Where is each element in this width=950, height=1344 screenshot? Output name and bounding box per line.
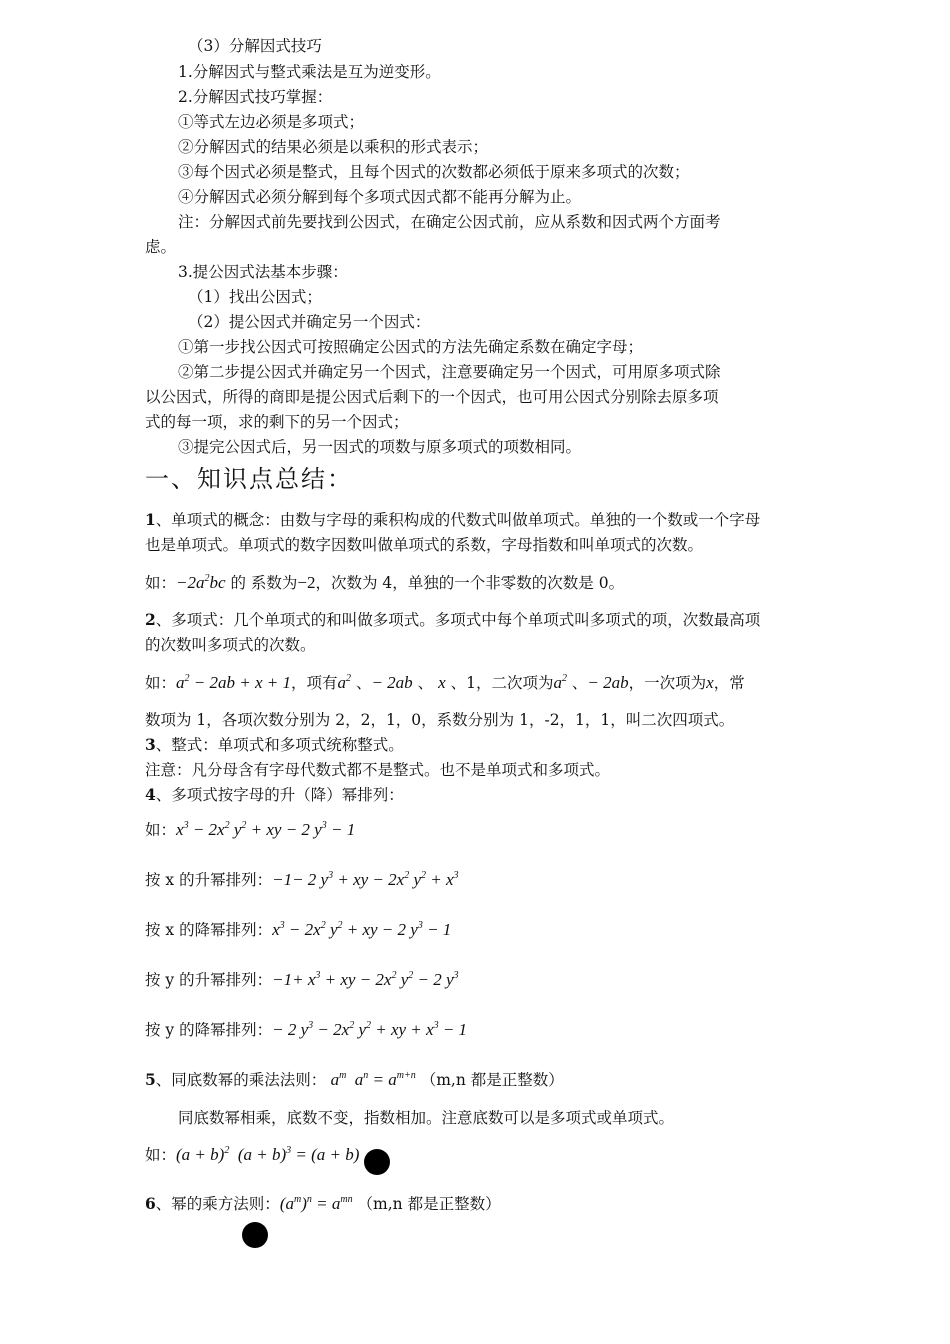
k4-example-prefix: 如： [145, 821, 177, 839]
k2-quadratic-2ab: − 2ab [587, 673, 629, 692]
k5-condition: （m,n 都是正整数） [420, 1071, 564, 1089]
section-title: 一、知识点总结： [145, 465, 353, 493]
k3-number: 3 [145, 735, 156, 754]
k4-example [145, 820, 355, 840]
k4-x-ascending [145, 870, 459, 890]
k4-line [145, 785, 404, 805]
k2-term-1: 1 [466, 674, 476, 692]
k4-y-descending-expression: − 2 $y^3 - 2x^2$ $y^2$ + xy + $x^3 - 1$ [272, 1020, 468, 1039]
k6-line [145, 1194, 501, 1214]
k6-text: 、幂的乘方法则： [155, 1195, 280, 1213]
step-2-3: ③提完公因式后，另一因式的项数与原多项式的项数相同。 [178, 438, 582, 456]
k3-line [145, 735, 404, 755]
k5-example-prefix: 如： [145, 1146, 177, 1164]
k1-line-b: 也是单项式。单项式的数字因数叫做单项式的系数，字母指数和叫单项式的次数。 [145, 536, 704, 554]
k6-condition: （m,n 都是正整数） [357, 1195, 501, 1213]
k4-x-descending-label: 按 x 的降幂排列： [145, 921, 273, 939]
k4-y-ascending-expression: $-1+ x^3$ + xy − $2x^2$ $y^2 - 2$ $y^3$ [272, 970, 459, 989]
note-line-a: 注：分解因式前先要找到公因式，在确定公因式前，应从系数和因式两个方面考 [178, 213, 721, 231]
k3-note: 注意：凡分母含有字母代数式都不是整式。也不是单项式和多项式。 [145, 761, 611, 779]
k1-number: 1 [145, 510, 156, 529]
k4-y-ascending [145, 970, 459, 990]
k5-formula: $a^m$ $a^n = a^{m+n}$ [326, 1070, 416, 1089]
k2-line-a [145, 610, 760, 630]
k1-example [145, 573, 624, 593]
k2-term-2ab: − 2ab [371, 673, 413, 692]
k1-example-coefficient: −2 [297, 573, 316, 592]
k5-example-expression: $(a + b)^2$ $(a + b)^3 = (a + b)$ [176, 1145, 360, 1164]
k2-term-a2: $a^2$ [337, 673, 351, 692]
step-2-2-line-b: 以公因式，所得的商即是提公因式后剩下的一个因式，也可用公因式分别除去原多项 [145, 388, 719, 406]
k2-number: 2 [145, 610, 156, 629]
k5-number: 5 [145, 1070, 156, 1089]
ink-blot-2 [242, 1222, 268, 1248]
k2-example-prefix: 如： [145, 674, 177, 692]
k4-x-ascending-label: 按 x 的升幂排列： [145, 871, 273, 889]
k1-example-prefix: 如： [145, 574, 177, 592]
step-2-1: ①第一步找公因式可按照确定公因式的方法先确定系数在确定字母； [178, 338, 644, 356]
k4-text: 、多项式按字母的升（降）幂排列： [155, 786, 404, 804]
k6-formula: $(a^m)^n = a^{mn}$ [279, 1194, 353, 1213]
k6-number: 6 [145, 1194, 156, 1213]
k4-x-descending-expression: $x^3 - 2x^2$ $y^2$ + xy − 2 $y^3 - 1$ [272, 920, 452, 939]
k4-example-expression: $x^3 - 2x^2$ $y^2$ + xy − 2 $y^3 - 1$ [176, 820, 356, 839]
k1-text-a: 、单项式的概念：由数与字母的乘积构成的代数式叫做单项式。单独的一个数或一个字母 [155, 511, 761, 529]
k4-x-descending [145, 920, 451, 940]
k4-number: 4 [145, 785, 156, 804]
k2-example-polynomial: $a^2 - 2ab + x + 1$ [176, 673, 291, 692]
k1-line-a [145, 510, 760, 530]
k2-text-a: 、多项式：几个单项式的和叫做多项式。多项式中每个单项式叫多项式的项，次数最高项 [155, 611, 761, 629]
rule-3: ③每个因式必须是整式，且每个因式的次数都必须低于原来多项式的次数； [178, 163, 690, 181]
paragraph-tip-1: 1.分解因式与整式乘法是互为逆变形。 [178, 63, 441, 81]
k5-line [145, 1070, 564, 1090]
k4-y-descending [145, 1020, 467, 1040]
k2-term-x: x [438, 673, 446, 692]
ink-blot [364, 1149, 390, 1175]
paragraph-tip-3: 3.提公因式法基本步骤： [178, 263, 348, 281]
step-1: （1）找出公因式； [188, 288, 322, 306]
step-2-2-line-c: 式的每一项，求的剩下的另一个因式； [145, 413, 409, 431]
paragraph-tip-2: 2.分解因式技巧掌握： [178, 88, 333, 106]
k1-example-mid: 的 系数为 [225, 574, 298, 592]
rule-4: ④分解因式必须分解到每个多项式因式都不能再分解为止。 [178, 188, 582, 206]
k2-quadratic-a2: $a^2$ [553, 673, 567, 692]
k2-line-c: 数项为 1，各项次数分别为 2，2，1，0，系数分别为 1，-2，1，1，叫二次四项式。 [145, 711, 735, 729]
k5-example [145, 1145, 359, 1165]
k5-description: 同底数幂相乘，底数不变，指数相加。注意底数可以是多项式或单项式。 [178, 1109, 675, 1127]
k5-text: 、同底数幂的乘法法则： [155, 1071, 327, 1089]
rule-1: ①等式左边必须是多项式； [178, 113, 365, 131]
k2-example: 如：$a^2 - 2ab + x + 1$，项有$a^2$ 、− 2ab 、 x 、1，二次项为$a^2$ 、− 2ab，一次项为x，常 [145, 673, 745, 692]
subheading-factorization-tips: （3）分解因式技巧 [188, 37, 322, 55]
step-2: （2）提公因式并确定另一个因式： [188, 313, 431, 331]
rule-2: ②分解因式的结果必须是以乘积的形式表示； [178, 138, 489, 156]
k1-example-expression: $-2a^2bc$ [176, 573, 226, 592]
step-2-2-line-a: ②第二步提公因式并确定另一个因式，注意要确定另一个因式，可用原多项式除 [178, 363, 721, 381]
k1-example-tail: ，次数为 4，单独的一个非零数的次数是 0。 [315, 574, 625, 592]
note-line-b: 虑。 [145, 238, 177, 256]
k2-linear-x: x [706, 673, 714, 692]
k3-text: 、整式：单项式和多项式统称整式。 [155, 736, 404, 754]
k4-y-ascending-label: 按 y 的升幂排列： [145, 971, 273, 989]
k4-x-ascending-expression: −1− 2 $y^3$ + xy − $2x^2$ $y^2 + x^3$ [272, 870, 459, 889]
k4-y-descending-label: 按 y 的降幂排列： [145, 1021, 273, 1039]
k2-line-b: 的次数叫多项式的次数。 [145, 636, 316, 654]
